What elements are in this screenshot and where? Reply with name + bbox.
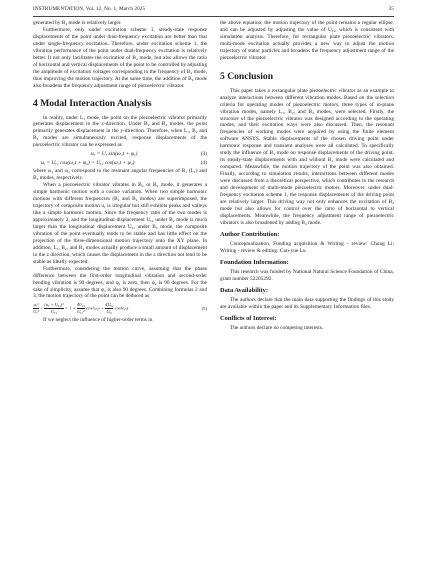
equation-5-number: (5) (201, 305, 207, 311)
heading-data-availability: Data Availability: (220, 286, 268, 294)
heading-foundation-information: Foundation Information: (220, 258, 289, 266)
text-data-availability: The authors declare that the main data supporting the findings of this study are available within the paper and its Supplementary Information files. (220, 296, 394, 310)
paragraph-modes-displacement: In reality, under L₁ mode, the point on the piezoelectric vibrator primarily generates displacement in the x-direction. Under B₂ and B₄ modes, the point primarily generates displacement in the y-direction. Therefore, when L₁, B₂ and B₄ modes are simultaneously excited, response displacements of the piezoelectric vibrator can be expressed as (33, 114, 207, 149)
paragraph-continuation: generated by B₄ mode is relatively larger. (33, 20, 122, 26)
equation-3-number: (3) (200, 151, 207, 158)
equation-4-body: uᵧ = Uᵧ₁ cos(ω₂t + φ₂) + Uᵧ₂ cos(ω₃t + φ₃) (41, 160, 135, 167)
header-rule (33, 16, 394, 17)
heading-conflicts-of-interest: Conflicts of Interest: (220, 314, 277, 322)
page-number: 35 (388, 6, 394, 12)
text-conflicts-of-interest: The authors declare no competing interests. (230, 324, 324, 331)
paragraph-motion-curve: Furthermore, considering the motion curve, assuming that the phase difference between the first-order longitudinal vibration and second-order bending vibration is 90 degrees, and φ₁ is zero, then φ₂ is 90 degrees. For the sake of simplicity, assume that φ₃ is also 90 degrees. Combining formulas 2 and 3, the motion trajectory of the point can be deduced as (33, 265, 207, 300)
equation-5-body: $\frac{\text{uₓ²}}{\text{Uₓ²}}$ + $\frac{\text{(uᵧ + Uᵧ₂)²}}{\text{Uᵧ₁}}$ = 1 + $\frac{\text{4Uᵧ₂}}{\text{Uᵧ₁²}}$ cos²ω₃t + $\frac{\text{4Uᵧ₂}}{\text{Uᵧ₁}}$ cos⁴ω₃t (33, 302, 129, 315)
eq5-frac-ux: $\frac{\text{uₓ²}}{\text{Uₓ²}}$ (33, 302, 40, 315)
text-foundation-information: This research was funded by National Natural Science Foundation of China, grant number 52205292. (220, 268, 394, 282)
section-heading-conclusion: 5 Conclusion (220, 70, 274, 82)
left-column (33, 20, 207, 324)
eq5-frac-term2: $\frac{\text{4Uᵧ₂}}{\text{Uᵧ₁}}$ (105, 302, 114, 315)
paragraph-higher-order: If we neglect the influence of higher-order terms in (43, 317, 153, 324)
equation-5 (33, 302, 207, 315)
heading-author-contribution: Author Contribution: (220, 230, 280, 238)
paragraph-ellipse: the above equation, the motion trajectory of the point remains a regular ellipse, and can be adjusted by adjusting the value of Uᵧ₂, which is consistent with simulation analysis. Therefore, for rectangular plate piezoelectric vibrators, multi-mode excitation actually provides a new way to adjust the motion trajectory of stator particles and broadens the frequency adjustment range of the piezoelectric vibrator. (220, 20, 394, 61)
paragraph-excitation-scheme: Furthermore, only under excitation scheme 1, steady-state response displacements of the point under dual-frequency excitation are better than that under single-frequency excitation. Therefore, under excitation scheme 1, the vibration performance of the point under dual-frequency excitation is relatively better. It not only facilitates the excitation of B₄ mode, but also allows the ratio of horizontal and vertical displacements of the point to be controlled by adjusting the amplitude of excitation voltages corresponding to the frequency of B₄ mode, thus improving the motion trajectory. At the same time, the addition of B₄ mode also broadens the frequency adjustment range of piezoelectric vibrator. (33, 26, 207, 89)
eq5-frac-term1: $\frac{\text{4Uᵧ₂}}{\text{Uᵧ₁²}}$ (76, 302, 85, 315)
right-column (220, 20, 394, 331)
section-heading-modal-interaction: 4 Modal Interaction Analysis (33, 97, 152, 109)
equation-3 (33, 150, 207, 158)
equation-3-body: uₓ = Uₓ sin(ω₁t + φ₁) (91, 151, 138, 158)
paragraph-harmonic-motion: When a piezoelectric vibrator vibrates in B₂ or B₄ mode, it generates a simple harmonic motion with a cosine variation. When two simple harmonic motions with different frequencies (B₂ and B₄ modes) are superimposed, the trajectory of composite motion uᵧ is irregular but still exhibits peaks and valleys like a simple harmonic motion. Since the frequency ratio of the two modes is approximately 2, and the longitudinal displacement Uᵧ₂ under B₂ mode is much larger than the longitudinal displacement Uᵧ₁ under B₄ mode, the composite vibration of the point eventually tends to be stable and has little effect on the projection of the three-dimensional motion trajectory onto the XY plane. In addition, L₁, B₂, and B₄ modes actually produce a small amount of displacement in the z direction, which causes the displacement in the z direction not tend to be stable as ideally expected. (33, 182, 207, 265)
text-author-contribution: Conceptualization, Funding acquisition & Writing - review: Chong Li; Writing - review & editing: Cun-yue Lu. (220, 240, 394, 254)
running-header (33, 6, 394, 12)
paragraph-where: where ω₁ and ω₂ correspond to the resonant angular frequencies of B₂ (L₁) and B₄ modes, respectively. (33, 168, 207, 182)
journal-name: INSTRUMENTATION, Vol. 12, No. 1, March 2025 (33, 6, 146, 12)
equation-4 (33, 159, 207, 167)
paragraph-conclusion: This paper takes a rectangular plate piezoelectric vibrator as an example to analyze interactions between different vibration modes. Based on the selection criteria for operating modes of piezoelectric motors, three types of in-plane vibration modes, namely L₁, B₂, and B₄ modes, were selected. Firstly, the structure of the piezoelectric vibrator was designed according to the operating modes, and their excitation ways were also discussed. Then, the resonant frequencies of working modes were acquired by using the finite element software ANSYS. Stable displacements of the chosen driving point under harmonic response and transient analyses were all calculated. To specifically study the influence of B₄ mode on response displacements of the driving point, its steady-state displacements with and without B₄ mode were calculated and compared. Meanwhile, the motion trajectory of the point was also obtained. Finally, according to simulation results, interactions between different modes were discussed from a theoretical perspective, which contributes to the research and development of multi-mode piezoelectric motors. Moreover, under dual-frequency excitation scheme 1, the response displacements of the driving point are relatively larger. This driving way not only enhances the excitation of B₄ mode but also allows for control over the ratio of horizontal to vertical displacements. Meanwhile, the frequency adjustment range of piezoelectric vibrators is also broadened by adding B₄ mode. (220, 87, 394, 226)
eq5-frac-uy: $\frac{\text{(uᵧ + Uᵧ₂)²}}{\text{Uᵧ₁}}$ (44, 302, 64, 315)
equation-4-number: (4) (200, 160, 207, 167)
